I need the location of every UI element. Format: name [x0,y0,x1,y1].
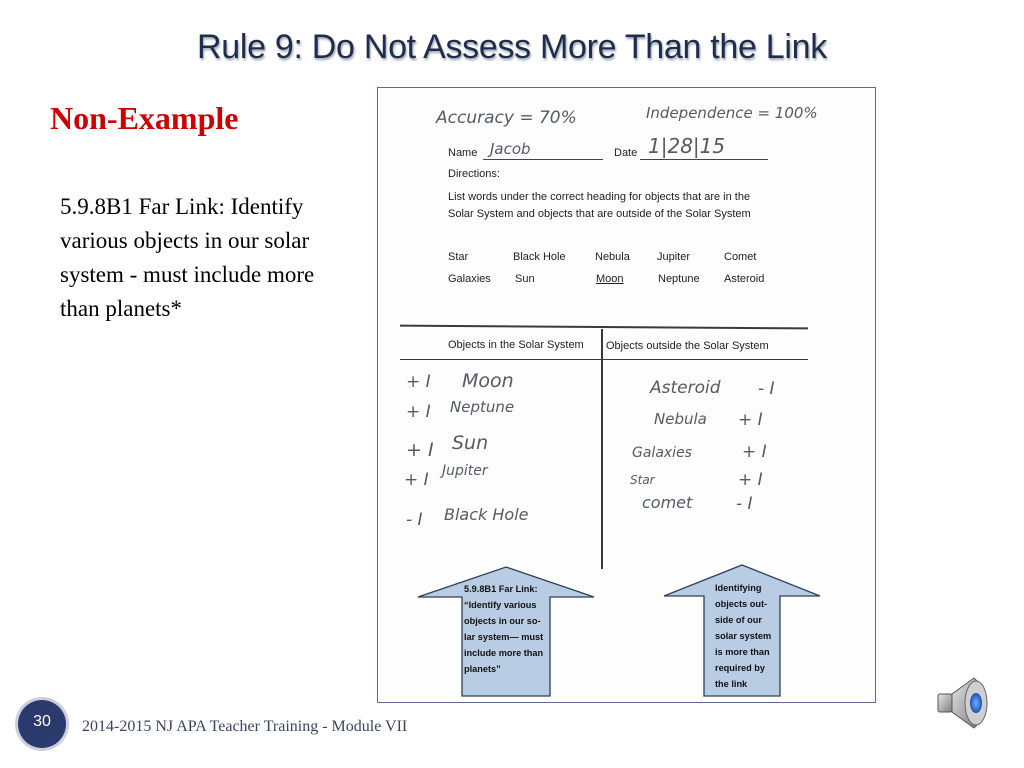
worksheet-image [377,87,876,703]
out-answer-mark: + I [738,470,763,490]
link-description: 5.9.8B1 Far Link: Identify various objects in our solar system - must include more than planets* [60,194,315,321]
out-answer-mark: - I [736,494,753,514]
out-answer-word: Asteroid [650,378,721,398]
out-answer-word: Nebula [654,410,707,428]
in-answer-mark: + I [406,439,434,461]
word-bank-item: Galaxies [448,273,491,285]
word-bank-item: Sun [515,273,535,285]
name-label: Name [448,147,478,159]
callout-text-left: 5.9.8B1 Far Link: “Identify various objects in our so- lar system— must include more than planets” [464,584,544,674]
directions-line-2: Solar System and objects that are outside of the Solar System [448,208,751,220]
in-answer-word: Neptune [450,398,515,416]
out-answer-word: Star [630,473,655,487]
in-answer-mark: + I [406,372,431,392]
directions-line-1: List words under the correct heading for objects that are in the [448,191,751,203]
word-bank-item: Neptune [658,273,700,285]
in-answer-mark: + I [406,402,431,422]
page-number: 30 [18,700,66,748]
table-header-line [400,359,808,360]
word-bank-item: Jupiter [657,251,691,263]
directions-label: Directions: [448,168,500,180]
word-bank-item: Moon [596,273,624,285]
word-bank-item: Asteroid [724,273,765,285]
in-answer-word: Black Hole [444,505,529,524]
date-label: Date [614,147,638,159]
name-value: Jacob [490,140,531,158]
column-header-in: Objects in the Solar System [448,339,584,351]
in-answer-word: Sun [452,432,489,454]
out-answer-mark: + I [742,442,767,462]
out-answer-word: comet [642,493,693,512]
out-answer-word: Galaxies [632,445,692,461]
word-bank-item: Comet [724,251,757,263]
in-answer-mark: - I [406,510,423,530]
out-answer-mark: + I [738,410,763,430]
word-bank-item: Black Hole [513,251,566,263]
date-value: 1|28|15 [648,134,726,158]
word-bank-item: Nebula [595,251,630,263]
slide-title: Rule 9: Do Not Assess More Than the Link [197,28,827,66]
word-bank-item: Star [448,251,469,263]
table-top-line [400,325,808,329]
in-answer-mark: + I [404,470,429,490]
out-answer-mark: - I [758,379,775,399]
footer-text: 2014-2015 NJ APA Teacher Training - Module VII [82,718,408,735]
in-answer-word: Moon [462,370,514,392]
in-answer-word: Jupiter [442,463,488,479]
accuracy-score: Accuracy = 70% [436,108,577,128]
table-divider [601,329,603,569]
subtitle-non-example: Non-Example [50,100,239,136]
speaker-icon[interactable] [932,672,994,734]
independence-score: Independence = 100% [646,104,818,122]
callout-text-right: Identifying objects out- side of our solar system is more than required by the link [715,583,772,689]
column-header-out: Objects outside the Solar System [606,340,769,352]
